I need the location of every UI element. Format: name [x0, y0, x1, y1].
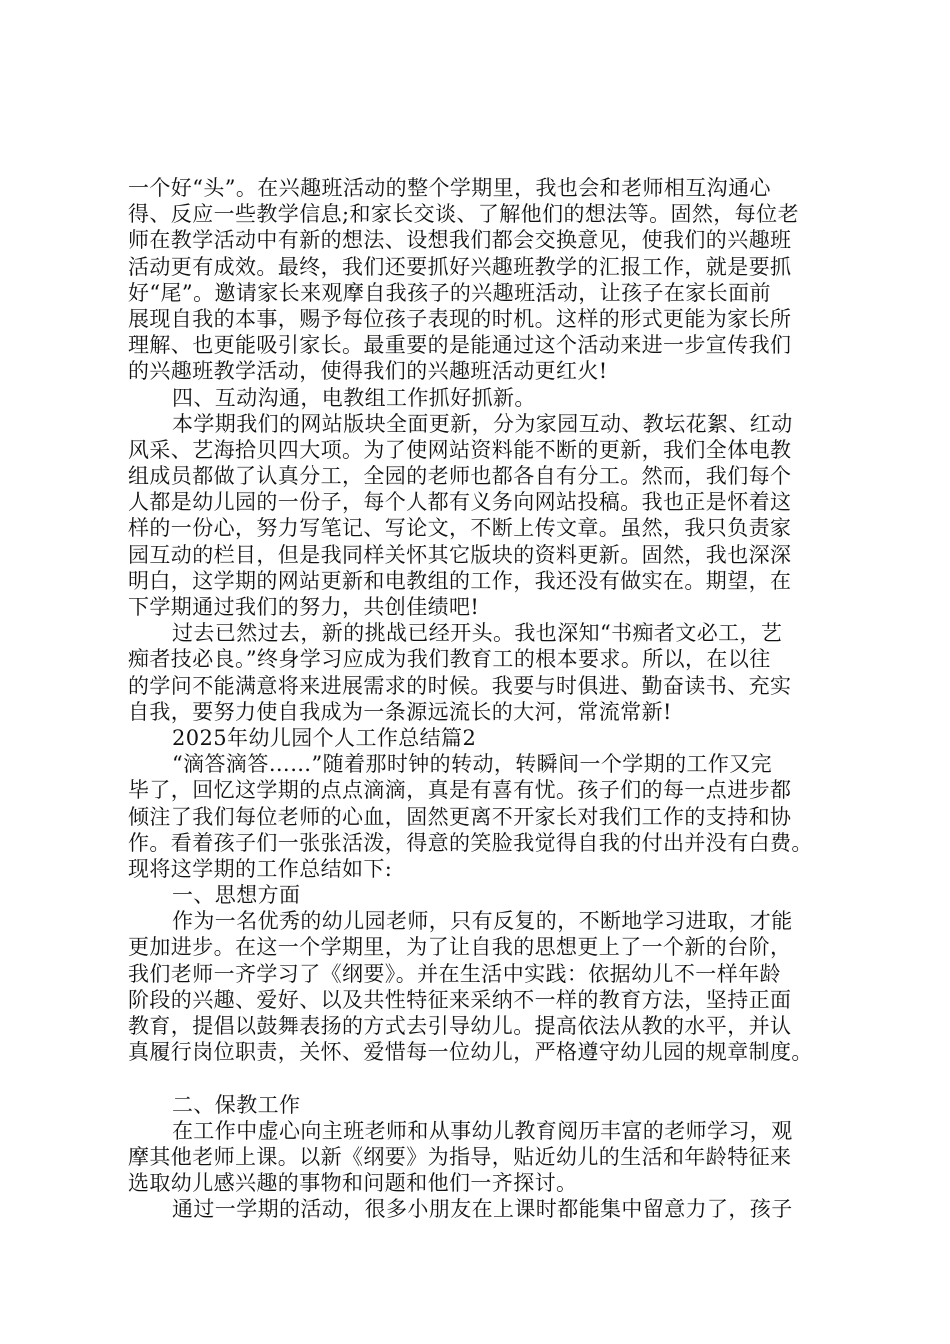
section-heading: 一、思想方面 [172, 883, 301, 908]
paragraph-line: 明白，这学期的网站更新和电教组的工作，我还没有做实在。期望，在 [128, 568, 792, 593]
paragraph-line: 现将这学期的工作总结如下: [128, 856, 393, 881]
paragraph-line: 作为一名优秀的幼儿园老师，只有反复的，不断地学习进取，才能 [172, 909, 793, 934]
paragraph-line: 的学问不能满意将来进展需求的时候。我要与时俱进、勤奋读书、充实 [128, 673, 792, 698]
paragraph-line: 作。看着孩子们一张张活泼，得意的笑脸我觉得自我的付出并没有白费。 [128, 830, 813, 855]
paragraph-line: 倾注了我们每位老师的心血，固然更离不开家长对我们工作的支持和协 [128, 804, 792, 829]
paragraph-line: 活动更有成效。最终，我们还要抓好兴趣班教学的汇报工作，就是要抓 [128, 254, 792, 279]
article-title: 2025年幼儿园个人工作总结篇2 [172, 725, 477, 750]
paragraph-line: 样的一份心，努力写笔记、写论文，不断上传文章。虽然，我只负责家 [128, 516, 792, 541]
paragraph-line: 摩其他老师上课。以新《纲要》为指导，贴近幼儿的生活和年龄特征来 [128, 1144, 792, 1169]
paragraph-line: 下学期通过我们的努力，共创佳绩吧! [128, 595, 480, 619]
paragraph-line: 通过一学期的活动，很多小朋友在上课时都能集中留意力了，孩子 [172, 1197, 793, 1222]
paragraph-line: 师在教学活动中有新的想法、设想我们都会交换意见，使我们的兴趣班 [128, 228, 792, 253]
paragraph-line: 过去已然过去，新的挑战已经开头。我也深知“书痴者文必工，艺 [172, 621, 783, 646]
paragraph-line: 痴者技必良。”终身学习应成为我们教育工的根本要求。所以，在以往 [128, 647, 771, 672]
paragraph-line: 人都是幼儿园的一份子，每个人都有义务向网站投稿。我也正是怀着这 [128, 490, 792, 515]
paragraph-line: 真履行岗位职责，关怀、爱惜每一位幼儿，严格遵守幼儿园的规章制度。 [128, 1040, 813, 1065]
paragraph-line: 组成员都做了认真分工，全园的老师也都各自有分工。然而，我们每个 [128, 464, 792, 489]
paragraph-line: 理解、也更能吸引家长。最重要的是能通过这个活动来进一步宣传我们 [128, 333, 792, 358]
paragraph-line: 风采、艺海拾贝四大项。为了使网站资料能不断的更新，我们全体电教 [128, 437, 792, 462]
paragraph-line: 得、反应一些教学信息;和家长交谈、了解他们的想法等。固然，每位老 [128, 202, 799, 227]
paragraph-line: 一个好“头”。在兴趣班活动的整个学期里，我也会和老师相互沟通心 [128, 176, 771, 200]
paragraph-line: 的兴趣班教学活动，使得我们的兴趣班活动更红火! [128, 359, 608, 384]
paragraph-line: 自我，要努力使自我成为一条源远流长的大河，常流常新! [128, 699, 672, 724]
paragraph-line: 阶段的兴趣、爱好、以及共性特征来采纳不一样的教育方法，坚持正面 [128, 987, 792, 1012]
paragraph-line: 我们老师一齐学习了《纲要》。并在生活中实践：依据幼儿不一样年龄 [128, 961, 781, 986]
paragraph-line: 好“尾”。邀请家长来观摩自我孩子的兴趣班活动，让孩子在家长面前 [128, 280, 771, 305]
paragraph-line: 毕了，回忆这学期的点点滴滴，真是有喜有忧。孩子们的每一点进步都 [128, 778, 792, 803]
section-heading: 四、互动沟通，电教组工作抓好抓新。 [172, 385, 536, 410]
paragraph-line: 选取幼儿感兴趣的事物和问题和他们一齐探讨。 [128, 1171, 578, 1196]
paragraph-line: 展现自我的本事，赐予每位孩子表现的时机。这样的形式更能为家长所 [128, 306, 792, 331]
paragraph-gap [128, 1065, 868, 1091]
document-body [128, 175, 868, 1223]
paragraph-line: “滴答滴答……”随着那时钟的转动，转瞬间一个学期的工作又完 [172, 752, 773, 777]
paragraph-line: 本学期我们的网站版块全面更新，分为家园互动、教坛花絮、红动 [172, 411, 793, 436]
section-heading: 二、保教工作 [172, 1092, 301, 1117]
paragraph-line: 园互动的栏目，但是我同样关怀其它版块的资料更新。固然，我也深深 [128, 542, 792, 567]
paragraph-line: 在工作中虚心向主班老师和从事幼儿教育阅历丰富的老师学习，观 [172, 1118, 793, 1143]
paragraph-line: 更加进步。在这一个学期里，为了让自我的思想更上了一个新的台阶， [128, 935, 792, 960]
paragraph-line: 教育，提倡以鼓舞表扬的方式去引导幼儿。提高依法从教的水平，并认 [128, 1014, 792, 1038]
